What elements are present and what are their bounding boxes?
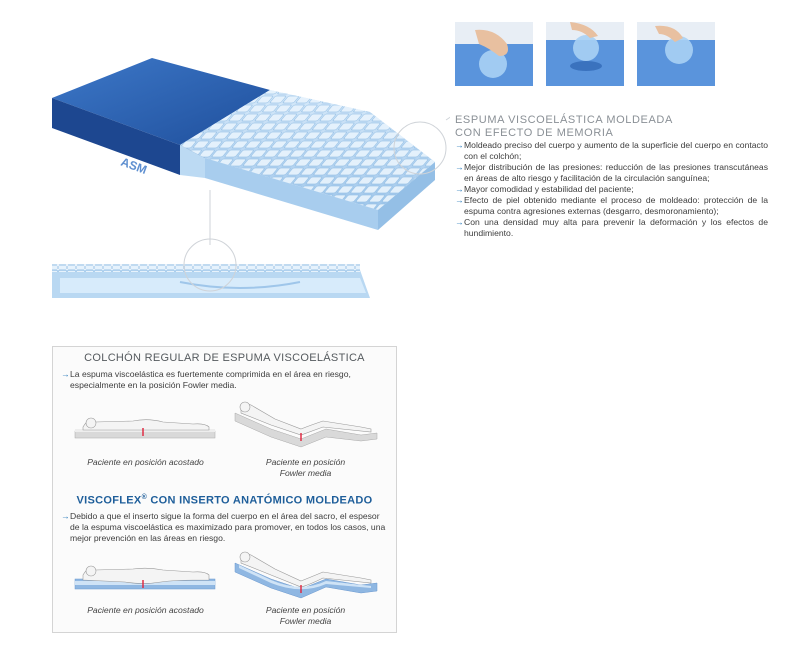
arrow-right-icon: → <box>61 369 70 379</box>
viscoflex-lying-illustration <box>73 559 217 593</box>
regular-lying-illustration <box>73 409 217 443</box>
viscoflex-fowler-caption: Paciente en posición Fowler media <box>265 605 346 626</box>
feature-item: → Con una densidad muy alta para prevenir la deformación y los efectos de hundimiento. <box>455 217 768 238</box>
feature-list <box>455 140 768 239</box>
regular-fowler-caption: Paciente en posición Fowler media <box>265 457 346 478</box>
feature-item: → Mejor distribución de las presiones: reducción de las presiones transcutáneas en áreas de alto riesgo y facilitación de la circulación sanguínea; <box>455 162 768 183</box>
feature-title-line1: ESPUMA VISCOELÁSTICA MOLDEADA <box>455 114 673 126</box>
feature-item: → Efecto de piel obtenido mediante el proceso de moldeado: protección de la espuma contra agresiones externas (desgarro, desmoronamiento); <box>455 195 768 216</box>
viscoflex-lying-caption: Paciente en posición acostado <box>87 605 204 615</box>
regular-mattress-description: → La espuma viscoelástica es fuertemente comprimida en el área en riesgo, especialmente en la posición Fowler media. <box>61 369 351 390</box>
arrow-right-icon: → <box>455 195 464 205</box>
regular-lying-caption: Paciente en posición acostado <box>87 457 204 467</box>
memory-foam-photo-3 <box>637 22 715 86</box>
arrow-right-icon: → <box>455 162 464 172</box>
arrow-right-icon: → <box>455 184 464 194</box>
viscoflex-fowler-illustration <box>231 549 381 601</box>
arrow-right-icon: → <box>455 217 464 227</box>
viscoflex-description: → Debido a que el inserto sigue la forma del cuerpo en el área del sacro, el espesor de la espuma viscoelástica es maximizado para promover, en todos los casos, una mejor prevención en las áreas en riesgo. <box>61 511 386 543</box>
regular-mattress-title: COLCHÓN REGULAR DE ESPUMA VISCOELÁSTICA <box>84 352 365 364</box>
memory-foam-photo-1 <box>455 22 533 86</box>
arrow-right-icon: → <box>61 511 70 521</box>
memory-foam-photo-2 <box>546 22 624 86</box>
mattress-logo: ASM <box>118 154 149 177</box>
mattress-illustration <box>40 50 450 310</box>
arrow-right-icon: → <box>455 140 464 150</box>
feature-item: → Moldeado preciso del cuerpo y aumento de la superficie del cuerpo en contacto con el colchón; <box>455 140 768 161</box>
regular-fowler-illustration <box>231 399 381 451</box>
comparison-panel <box>52 346 397 633</box>
feature-title <box>455 114 775 139</box>
feature-item: → Mayor comodidad y estabilidad del paciente; <box>455 184 634 194</box>
viscoflex-title: VISCOFLEX® CON INSERTO ANATÓMICO MOLDEADO <box>76 494 373 507</box>
feature-title-line2: CON EFECTO DE MEMORIA <box>455 126 614 139</box>
